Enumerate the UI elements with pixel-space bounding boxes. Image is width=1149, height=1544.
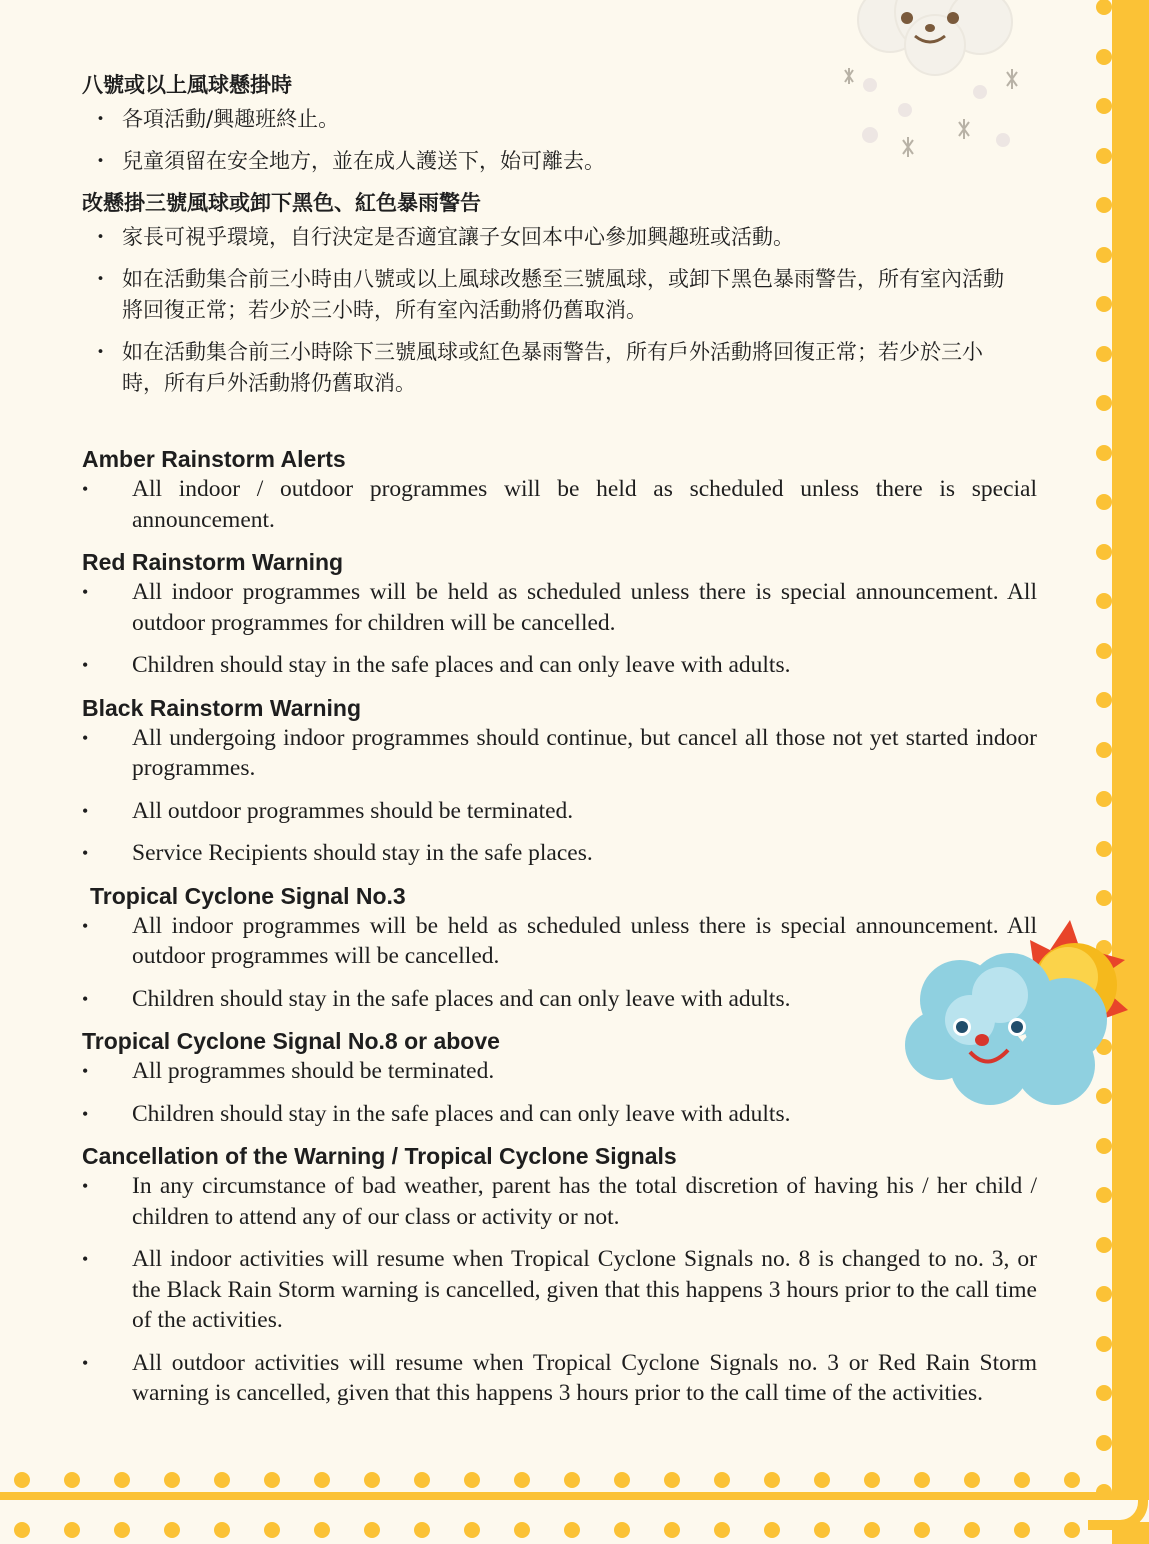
frame-dot [914,1522,930,1538]
frame-dot [514,1472,530,1488]
frame-dot [1096,494,1112,510]
frame-dot [264,1472,280,1488]
list-item [82,474,1037,535]
frame-dot [714,1522,730,1538]
list-item [82,222,1017,253]
bullet: • [82,582,89,602]
list-item [82,1348,1037,1409]
zh-list-typhoon8 [82,104,1037,177]
list-item [82,146,1037,177]
list-item-text: 各項活動/興趣班終止。 [122,107,340,131]
frame-dot [1096,791,1112,807]
frame-dot [1064,1522,1080,1538]
list-item [82,1244,1037,1336]
bullet: ・ [90,340,111,364]
frame-dot [664,1522,680,1538]
frame-dot [114,1472,130,1488]
frame-dot [214,1472,230,1488]
frame-dot [464,1472,480,1488]
bullet: • [82,655,89,675]
list-item-text: All indoor / outdoor programmes will be held as scheduled unless there is special announcement. [132,476,1037,533]
frame-dot [1014,1472,1030,1488]
list-item-text: 如在活動集合前三小時除下三號風球或紅色暴雨警告，所有戶外活動將回復正常；若少於三小時，所有戶外活動將仍舊取消。 [122,340,983,395]
list-item [82,723,1037,784]
frame-dot [964,1472,980,1488]
frame-dot [114,1522,130,1538]
frame-dot [14,1522,30,1538]
bullet: • [82,988,89,1009]
right-frame-band [1112,0,1149,1544]
frame-dot [464,1522,480,1538]
frame-dot [1096,197,1112,213]
frame-dot [164,1522,180,1538]
frame-dot [164,1472,180,1488]
en-heading-cancellation: Cancellation of the Warning / Tropical Cyclone Signals [82,1143,677,1169]
frame-dot [1096,841,1112,857]
frame-corner [1088,1470,1148,1530]
list-item-text: Children should stay in the safe places and can only leave with adults. [132,985,791,1012]
bullet: ・ [90,107,111,131]
frame-dot [1096,1138,1112,1154]
list-item [82,1099,1037,1130]
list-item-text: All programmes should be terminated. [132,1058,495,1084]
list-item-text: 如在活動集合前三小時由八號或以上風球改懸至三號風球，或卸下黑色暴雨警告，所有室內活動將回復正常；若少於三小時，所有室內活動將仍舊取消。 [122,267,1004,322]
frame-dot [64,1472,80,1488]
frame-dot [1096,148,1112,164]
en-list-red [82,577,1037,681]
list-item-text: Children should stay in the safe places and can only leave with adults. [132,652,791,678]
frame-dot [1096,544,1112,560]
zh-list-change-signal [82,222,1017,399]
en-heading-signal8: Tropical Cyclone Signal No.8 or above [82,1028,500,1054]
list-item [82,911,1037,972]
frame-dot [364,1472,380,1488]
frame-dot [714,1472,730,1488]
bullet: ・ [90,225,111,249]
frame-dot [814,1472,830,1488]
frame-dot [1014,1522,1030,1538]
frame-dot [1096,445,1112,461]
list-item [82,838,1037,869]
frame-dot [814,1522,830,1538]
en-heading-amber: Amber Rainstorm Alerts [82,446,346,472]
frame-dot [1096,643,1112,659]
en-list-signal8 [82,1056,1037,1129]
frame-dot [1096,395,1112,411]
bottom-frame-gap [0,1500,1149,1522]
frame-dot [864,1472,880,1488]
en-heading-signal3: Tropical Cyclone Signal No.3 [90,882,406,909]
bullet: • [82,800,89,821]
bullet: • [82,843,89,863]
frame-dot [64,1522,80,1538]
frame-dot [1096,1435,1112,1451]
frame-dot [214,1522,230,1538]
list-item [82,104,1037,135]
bullet: • [82,1103,89,1124]
list-item-text: All undergoing indoor programmes should continue, but cancel all those not yet started indoor programmes. [132,724,1037,781]
list-item-text: All outdoor activities will resume when Tropical Cyclone Signals no. 3 or Red Rain Storm warning is cancelled, given that this happens 3 hours prior to the call time of the activities. [132,1349,1037,1406]
list-item [82,984,1037,1015]
list-item-text: All indoor programmes will be held as scheduled unless there is special announcement. All outdoor programmes will be cancelled. [132,912,1037,969]
bullet: • [82,727,89,748]
frame-dot [314,1522,330,1538]
frame-dot [1096,742,1112,758]
bullet: • [82,1061,89,1081]
frame-dot [564,1472,580,1488]
list-item-text: In any circumstance of bad weather, parent has the total discretion of having his / her child / children to attend any of our class or activity or not. [132,1173,1037,1230]
frame-dot [1096,98,1112,114]
frame-dot [764,1472,780,1488]
list-item [82,577,1037,638]
frame-dot [1096,49,1112,65]
list-item [82,1056,1037,1087]
frame-dot [514,1522,530,1538]
bullet: • [82,1176,89,1196]
list-item-text: All indoor programmes will be held as scheduled unless there is special announcement. All outdoor programmes for children will be cancelled. [132,579,1037,636]
zh-heading-change-signal: 改懸掛三號風球或卸下黑色、紅色暴雨警告 [82,191,481,215]
en-list-cancellation [82,1171,1037,1409]
frame-dot [1096,346,1112,362]
en-list-black [82,723,1037,869]
frame-dot [614,1472,630,1488]
frame-dot [1064,1472,1080,1488]
frame-dot [864,1522,880,1538]
list-item [82,337,1017,399]
list-item [82,264,1017,326]
list-item-text: All outdoor programmes should be terminated. [132,797,574,824]
bullet: • [82,1249,89,1269]
list-item [82,796,1037,827]
frame-dot [764,1522,780,1538]
frame-dot [364,1522,380,1538]
frame-dot [1096,1385,1112,1401]
frame-dot [914,1472,930,1488]
frame-dot [1096,1484,1112,1500]
content [82,70,1037,1421]
frame-dot [964,1522,980,1538]
list-item [82,1171,1037,1232]
frame-dot [1096,1237,1112,1253]
bullet: ・ [90,267,111,291]
list-item-text: Children should stay in the safe places and can only leave with adults. [132,1100,791,1127]
list-item-text: 家長可視乎環境，自行決定是否適宜讓子女回本中心參加興趣班或活動。 [122,225,794,249]
list-item-text: 兒童須留在安全地方，並在成人護送下，始可離去。 [122,149,605,173]
bullet: • [82,915,89,936]
frame-dot [664,1472,680,1488]
frame-dot [1096,593,1112,609]
en-list-amber [82,474,1037,535]
frame-dot [314,1472,330,1488]
en-heading-red: Red Rainstorm Warning [82,549,344,575]
bullet: • [82,479,89,499]
bullet: • [82,1352,89,1373]
frame-dot [1096,296,1112,312]
frame-dot [1096,247,1112,263]
zh-heading-typhoon8: 八號或以上風球懸掛時 [82,73,292,97]
bullet: ・ [90,149,111,173]
list-item [82,650,1037,681]
frame-dot [1096,692,1112,708]
frame-dot [564,1522,580,1538]
frame-dot [264,1522,280,1538]
frame-dot [414,1522,430,1538]
frame-dot [1096,890,1112,906]
list-item-text: Service Recipients should stay in the safe places. [132,840,593,866]
frame-dot [614,1522,630,1538]
en-list-signal3 [82,911,1037,1015]
frame-dot [14,1472,30,1488]
list-item-text: All indoor activities will resume when Tropical Cyclone Signals no. 8 is changed to no. 3, or the Black Rain Storm warning is cancelled, given that this happens 3 hours prior to the call time of the activities. [132,1246,1037,1333]
frame-dot [1096,1187,1112,1203]
frame-dot [414,1472,430,1488]
frame-dot [1096,1286,1112,1302]
en-heading-black: Black Rainstorm Warning [82,694,362,721]
frame-dot [1096,1336,1112,1352]
